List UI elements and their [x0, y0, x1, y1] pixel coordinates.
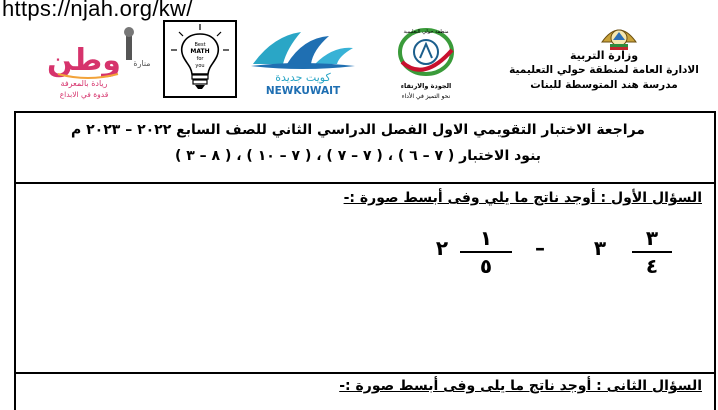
minus-operator: – [535, 236, 545, 260]
watan-main: وطن [47, 43, 121, 78]
fraction-numerator: ١ [479, 226, 493, 250]
quality-logo-line: نحو التميز في الأداء [401, 93, 451, 100]
question-1-label [344, 190, 702, 206]
question-1-expression [0, 218, 718, 288]
title-line-1: مراجعة الاختبار التقويمي الاول الفصل الدراسي الثاني للصف السابع ٢٠٢٢ – ٢٠٢٣ م [71, 122, 645, 138]
newkuwait-arabic: كويت جديدة [275, 71, 331, 84]
ministry-text [504, 48, 704, 93]
title-line-2: بنود الاختبار ( ٧ – ٦ ) ، ( ٧ – ٧ ) ، ( ٧ – ١٠ ) ، ( ٨ – ٣ ) [174, 148, 542, 164]
ministry-line: الادارة العامة لمنطقة حولي التعليمية [509, 64, 699, 76]
bulb-text: you [195, 63, 205, 69]
bulb-text: MATH [190, 48, 210, 55]
title-box-bottom [14, 182, 716, 184]
question-2-text: السؤال الثانى : أوجد ناتج ما يلى وفى أبسط صورة :- [339, 378, 702, 394]
whole-number: ٢ [435, 236, 449, 260]
newkuwait-logo [243, 26, 361, 98]
quality-logo-top: منطقة حولي التعليمية [403, 29, 449, 35]
exam-title [38, 117, 678, 169]
section-divider [14, 372, 716, 374]
bulb-text: Best [194, 42, 206, 48]
lightbulb-icon [165, 22, 235, 96]
math-bulb-logo [163, 20, 237, 98]
quality-logo-line: الجودة والارتقاء [400, 82, 452, 90]
fraction-denominator: ٤ [645, 254, 659, 278]
ministry-line: وزارة التربية [569, 49, 639, 62]
question-2-label [339, 378, 702, 394]
source-url[interactable]: https://njah.org/kw/ [2, 0, 193, 21]
ministry-line: مدرسة هند المتوسطة للبنات [530, 79, 678, 91]
fraction-denominator: ٥ [479, 254, 493, 278]
fraction-bar [460, 251, 512, 253]
quality-logo [384, 24, 466, 104]
watan-sub: ريادة بالمعرفة [60, 79, 108, 88]
document-header [0, 0, 718, 112]
bulb-text: for [196, 56, 204, 62]
whole-number: ٣ [593, 236, 607, 260]
question-1-text: السؤال الأول : أوجد ناتج ما يلي وفى أبسط صورة :- [343, 190, 702, 206]
newkuwait-english: NEWKUWAIT [265, 85, 341, 97]
watan-logo [38, 22, 152, 104]
fraction-numerator: ٣ [645, 226, 659, 250]
title-box-top [14, 111, 716, 113]
watan-top: منارة [133, 59, 151, 68]
fraction-bar [632, 251, 672, 253]
watan-sub: قدوة في الابداع [59, 90, 109, 99]
